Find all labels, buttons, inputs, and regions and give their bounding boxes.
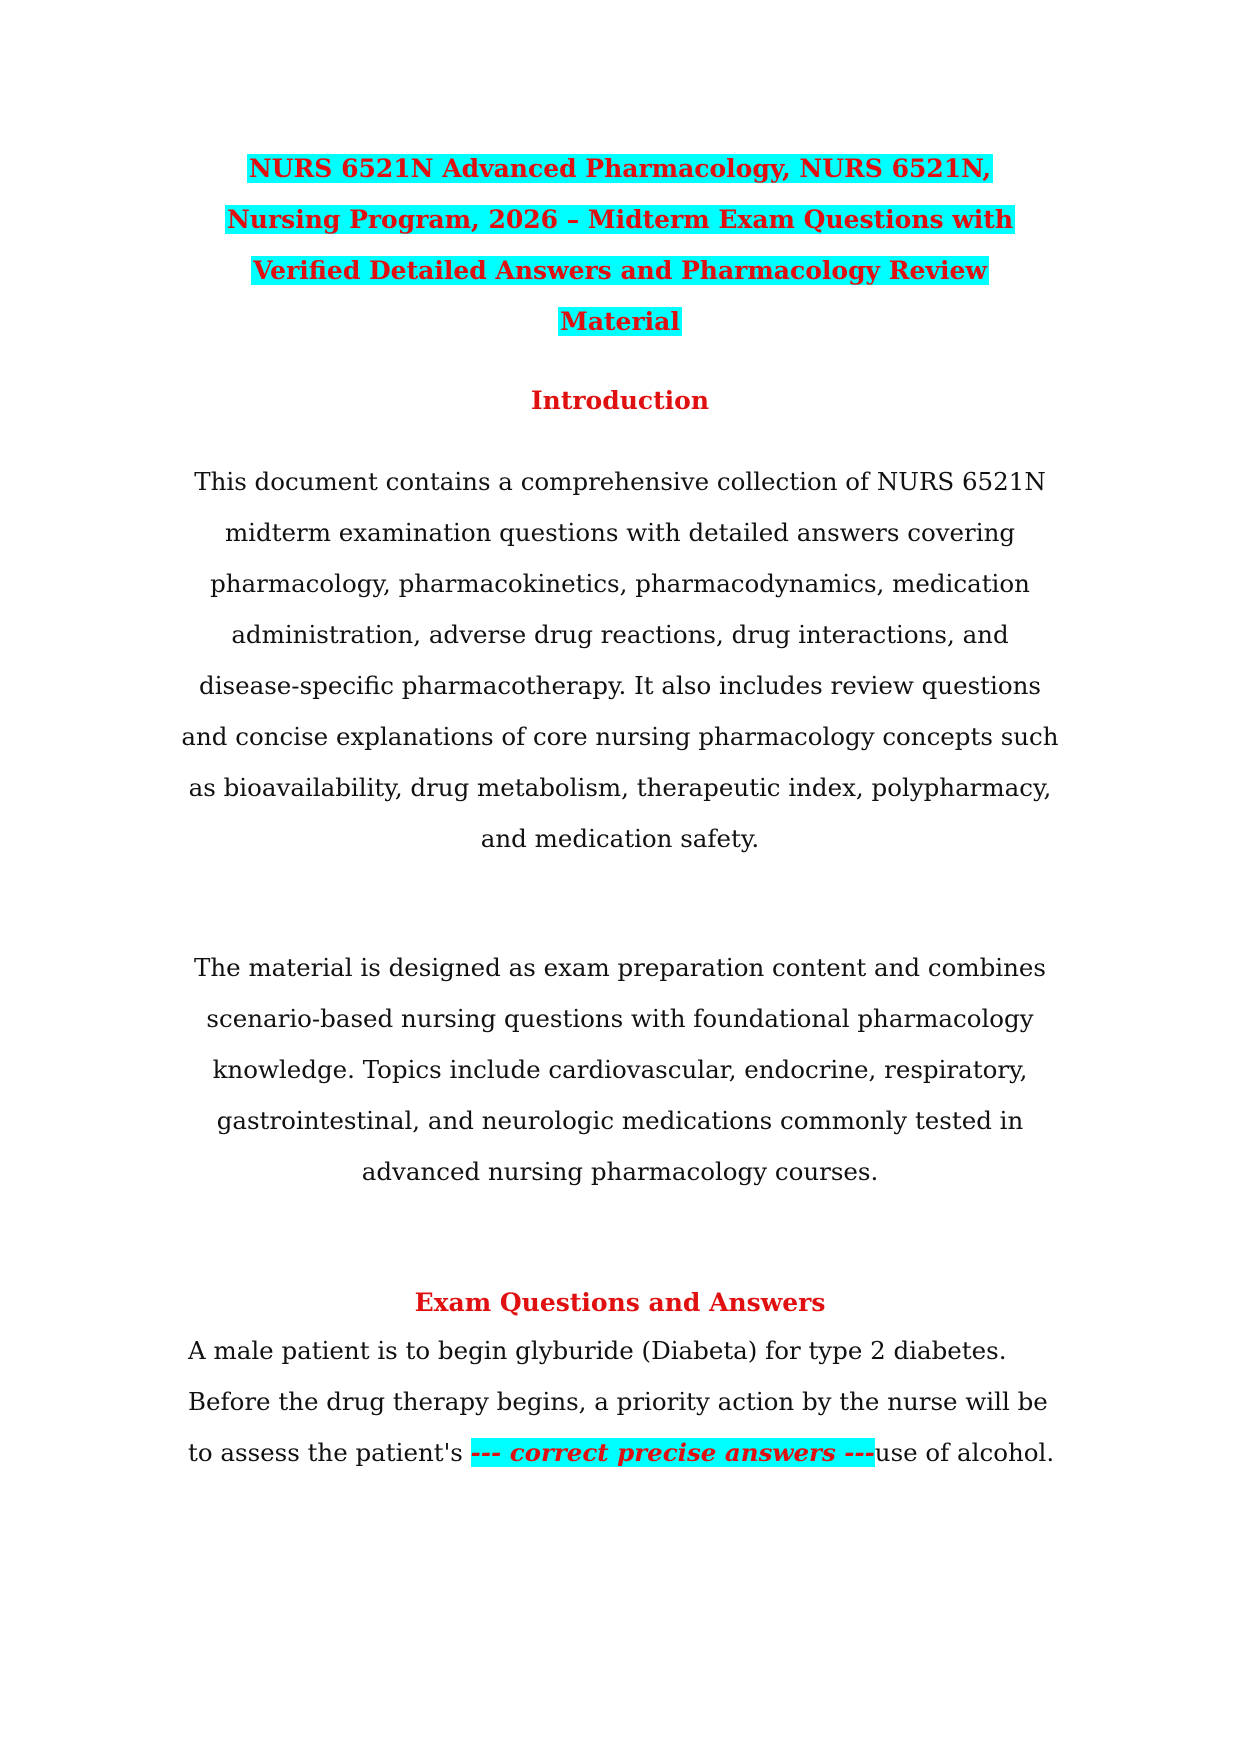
answer-marker: --- correct precise answers --- [470,1438,875,1467]
question-item [188,1325,1056,1478]
introduction-paragraph-2: The material is designed as exam preparation content and combines scenario-based nursing questions with foundational pharmacology knowledge. Topics include cardiovascular, endocrine, respiratory, gastrointestinal, and neurologic medications commonly tested in advanced nursing pharmacology courses. [194,953,1046,1186]
document-title [190,143,1050,347]
introduction-heading: Introduction [530,386,710,415]
exam-questions-heading: Exam Questions and Answers [414,1288,826,1317]
title-highlight: NURS 6521N Advanced Pharmacology, NURS 6521N, Nursing Program, 2026 – Midterm Exam Questions with Verified Detailed Answers and Pharmacology Review Material [226,154,1014,336]
introduction-paragraph-1: This document contains a comprehensive collection of NURS 6521N midterm examination questions with detailed answers covering pharmacology, pharmacokinetics, pharmacodynamics, medication administration, adverse drug reactions, drug interactions, and disease-specific pharmacotherapy. It also includes review questions and concise explanations of core nursing pharmacology concepts such as bioavailability, drug metabolism, therapeutic index, polypharmacy, and medication safety. [181,467,1059,853]
answer-text: use of alcohol. [874,1438,1055,1467]
question-text: A male patient is to begin glyburide (Diabeta) for type 2 diabetes. Before the drug therapy begins, a priority action by the nurse will be to assess the patient's [188,1336,1048,1467]
